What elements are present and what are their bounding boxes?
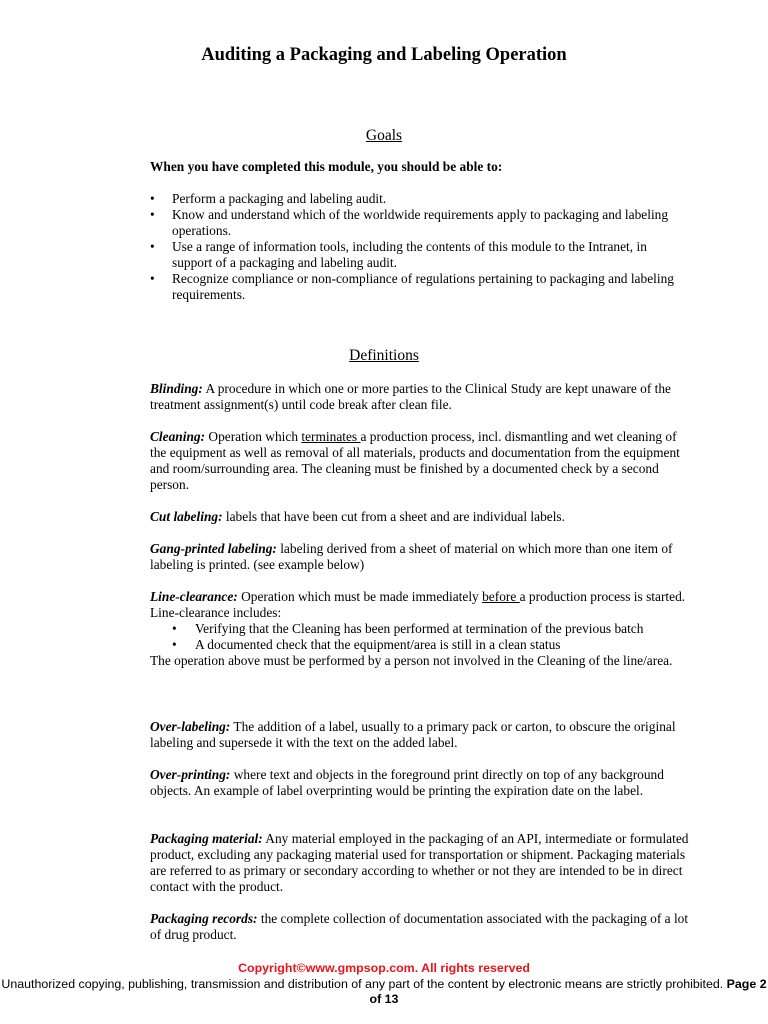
distribution-notice: Unauthorized copying, publishing, transmission and distribution of any part of the content by electronic means are strictly prohibited. Page 2 of 13: [1, 976, 767, 1006]
definition-packaging-records: [150, 911, 690, 943]
definition-cleaning: Cleaning: Operation which terminates a production process, incl. dismantling and wet cleaning of the equipment as well as removal of all materials, products and documentation from the equipment and room/surrounding area. The cleaning must be finished by a documented check by a second person.: [150, 429, 680, 492]
definition-text: The addition of a label, usually to a primary pack or carton, to obscure the original labeling and supersede it with the text on the added label.: [150, 719, 676, 750]
definition-gang-printed: [150, 541, 690, 573]
definition-line-clearance: Line-clearance: Operation which must be made immediately before a production process is started. Line-clearance includes: • Verifying that the Cleaning has been performed at termination of the previous batch • A documented check that the equipment/area is still in a clean status The operation above must be performed by a person not involved in the Cleaning of the line/area.: [150, 589, 690, 669]
list-item: • Know and understand which of the worldwide requirements apply to packaging and labeling operations.: [150, 207, 669, 238]
definition-term: Over-labeling:: [150, 719, 231, 734]
definition-text: A procedure in which one or more parties to the Clinical Study are kept unaware of the treatment assignment(s) until code break after clean file.: [150, 381, 671, 412]
definition-text: Any material employed in the packaging of an API, intermediate or formulated product, excluding any packaging material used for transportation or shipment. Packaging materials are referred to as primary or secondary according to whether or not they are intended to be in direct contact with the product.: [150, 831, 689, 894]
bullet-icon: •: [150, 207, 155, 222]
bullet-icon: •: [172, 637, 177, 652]
list-item: • Recognize compliance or non-compliance of regulations pertaining to packaging and labeling requirements.: [150, 271, 674, 302]
definition-term: Packaging records:: [150, 911, 258, 926]
definition-term: Cleaning:: [150, 429, 206, 444]
definition-text: where text and objects in the foreground print directly on top of any background objects. An example of label overprinting would be printing the expiration date on the label.: [150, 767, 664, 798]
definition-blinding: [150, 381, 690, 413]
list-item: • A documented check that the equipment/area is still in a clean status: [172, 637, 561, 652]
definition-term: Over-printing:: [150, 767, 231, 782]
definition-cut-labeling: [150, 509, 690, 525]
definition-text: labeling derived from a sheet of material on which more than one item of labeling is printed. (see example below): [150, 541, 673, 572]
page-footer: [0, 961, 768, 1008]
underlined-word: terminates: [301, 429, 361, 444]
definition-term: Blinding:: [150, 381, 203, 396]
bullet-icon: •: [150, 239, 155, 254]
list-item: • Perform a packaging and labeling audit.: [150, 191, 387, 206]
definition-over-printing: [150, 767, 690, 799]
definition-packaging-material: [150, 831, 690, 895]
definition-term: Line-clearance:: [150, 589, 238, 604]
definition-term: Packaging material:: [150, 831, 263, 846]
goals-intro: When you have completed this module, you should be able to:: [150, 159, 503, 174]
goals-list: [150, 191, 690, 303]
page-title: Auditing a Packaging and Labeling Operation: [201, 45, 567, 65]
definition-text: labels that have been cut from a sheet and are individual labels.: [222, 509, 565, 524]
page-number: Page 2 of 13: [369, 976, 767, 1006]
line-clearance-list: [150, 621, 690, 653]
definitions-heading: Definitions: [349, 347, 419, 364]
bullet-icon: •: [150, 271, 155, 286]
definition-over-labeling: [150, 719, 690, 751]
line-clearance-note: The operation above must be performed by a person not involved in the Cleaning of the line/area.: [150, 653, 673, 668]
definition-term: Cut labeling:: [150, 509, 223, 524]
bullet-icon: •: [150, 191, 155, 206]
bullet-icon: •: [172, 621, 177, 636]
definition-term: Gang-printed labeling:: [150, 541, 277, 556]
definition-text: the complete collection of documentation associated with the packaging of a lot of drug product.: [150, 911, 689, 942]
goals-heading: Goals: [365, 127, 403, 144]
list-item: • Use a range of information tools, including the contents of this module to the Intranet, in support of a packaging and labeling audit.: [150, 239, 647, 270]
underlined-word: before: [482, 589, 520, 604]
list-item: • Verifying that the Cleaning has been performed at termination of the previous batch: [172, 621, 644, 636]
copyright-notice: Copyright©www.gmpsop.com. All rights reserved: [238, 961, 530, 975]
